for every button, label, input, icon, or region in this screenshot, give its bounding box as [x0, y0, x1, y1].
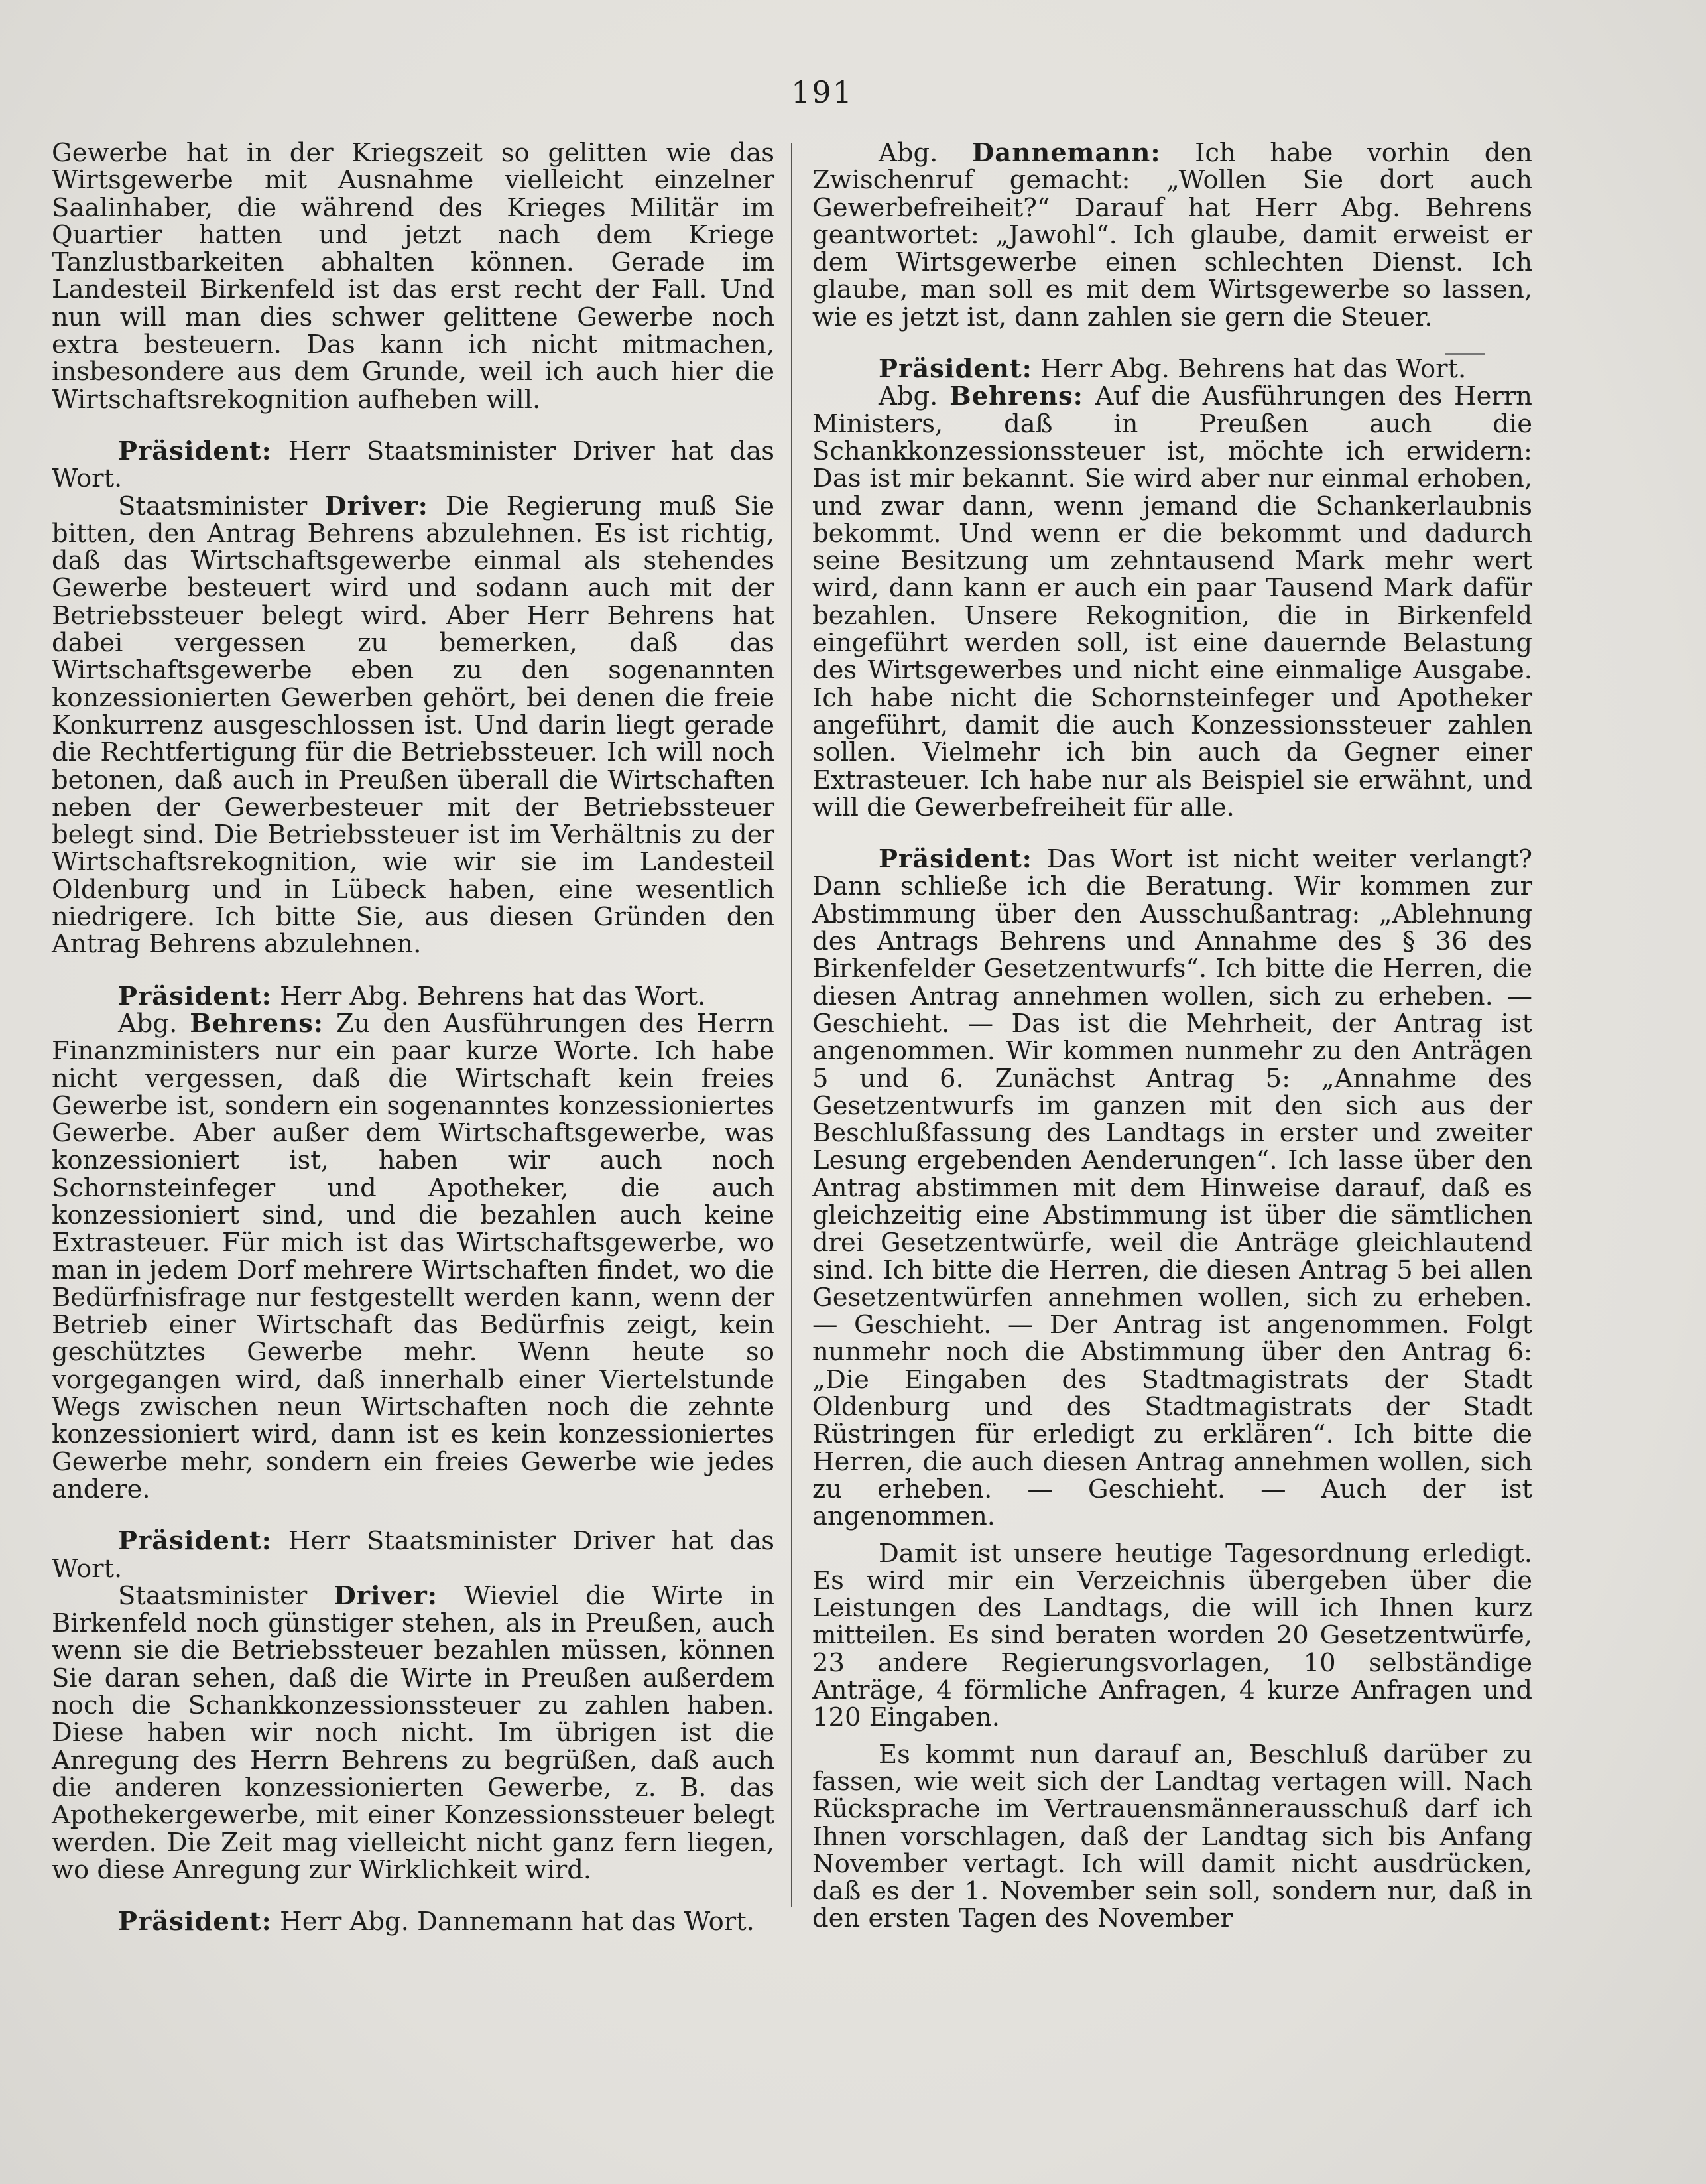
president-heading — [52, 1908, 774, 1935]
speech-paragraph — [812, 846, 1532, 1530]
page-number: 191 — [791, 74, 853, 110]
speaker-name: Präsident: — [118, 436, 272, 466]
paragraph-text: Wieviel die Wirte in Birkenfeld noch günstiger stehen, als in Preußen, auch wenn sie die Betriebssteuer bezahlen müssen, können Sie daran sehen, daß die Wirte in Preußen außerdem noch die Schankkonzessionssteuer zu zahlen haben. Diese haben wir noch nicht. Im übrigen ist die Anregung des Herrn Behrens zu begrüßen, daß auch die anderen konzessionierten Gewerbe, z. B. das Apothekergewerbe, mit einer Konzessionssteuer belegt werden. Die Zeit mag vielleicht nicht ganz fern liegen, wo diese Anregung zur Wirklichkeit wird. — [52, 1580, 774, 1885]
column-divider — [791, 143, 792, 1907]
speech-paragraph — [52, 1582, 774, 1884]
speaker-name: Präsident: — [879, 844, 1032, 875]
paragraph-text: Das Wort ist nicht weiter verlangt? Dann schließe ich die Beratung. Wir kommen zur Abstimmung über den Ausschußantrag: „Ablehnung des Antrags Behrens und Annahme des § 36 des Birkenfelder Gesetzentwurfs“. Ich bitte die Herren, die diesen Antrag annehmen wollen, sich zu erheben. — Geschieht. — Das ist die Mehrheit, der Antrag ist angenommen. Wir kommen nunmehr zu den Anträgen 5 und 6. Zunächst Antrag 5: „Annahme des Gesetzentwurfs im ganzen mit den sich aus der Beschlußfassung des Landtags in erster und zweiter Lesung ergebenden Aenderungen“. Ich lasse über den Antrag abstimmen mit dem Hinweise darauf, daß es gleichzeitig eine Abstimmung ist über die sämtlichen drei Gesetzentwürfe, weil die Anträge gleichlautend sind. Ich bitte die Herren, die diesen Antrag 5 bei allen Gesetzentwürfen annehmen wollen, sich zu erheben. — Geschieht. — Der Antrag ist angenommen. Folgt nunmehr noch die Abstimmung über den Antrag 6: „Die Eingaben des Stadtmagistrats der Stadt Oldenburg und des Stadtmagistrats der Stadt Rüstringen für erledigt zu erklären“. Ich bitte die Herren, die auch diesen Antrag annehmen wollen, sich zu erheben. — Geschieht. — Auch der ist angenommen. — [812, 844, 1532, 1532]
speaker-name: Präsident: — [118, 1526, 272, 1557]
speaker-role: Staatsminister — [118, 491, 308, 521]
paragraph-text: Herr Abg. Behrens hat das Wort. — [1040, 354, 1467, 385]
president-heading — [52, 1527, 774, 1582]
paragraph: Gewerbe hat in der Kriegszeit so gelitten wie das Wirtsgewerbe mit Ausnahme vielleicht einzelner Saalinhaber, die während des Krieges Militär im Quartier hatten und jetzt nach dem Kriege Tanzlustbarkeiten abhalten können. Gerade im Landesteil Birkenfeld ist das erst recht der Fall. Und nun will man dies schwer gelittene Gewerbe noch extra besteuern. Das kann ich nicht mitmachen, insbesondere aus dem Grunde, weil ich auch hier die Wirtschaftsrekognition aufheben will. — [52, 138, 774, 415]
speaker-name: Behrens: — [949, 381, 1083, 412]
speaker-name: Dannemann: — [971, 138, 1161, 168]
paragraph-text: Herr Staatsminister Driver hat das Wort. — [52, 436, 774, 494]
president-heading — [52, 983, 774, 1010]
speaker-name: Präsident: — [879, 354, 1032, 385]
paragraph: Es kommt nun darauf an, Beschluß darüber zu fassen, wie weit sich der Landtag vertagen will. Nach Rücksprache im Vertrauensmännerausschuß darf ich Ihnen vorschlagen, daß der Landtag sich bis Anfang November vertagt. Ich will damit nicht ausdrücken, daß es der 1. November sein soll, sondern nur, daß in den ersten Tagen des November — [812, 1739, 1532, 1934]
speaker-name: Präsident: — [118, 981, 272, 1011]
speech-paragraph — [52, 493, 774, 958]
paragraph-text: Herr Staatsminister Driver hat das Wort. — [52, 1526, 774, 1584]
left-column — [52, 139, 774, 1935]
paragraph-text: Herr Abg. Dannemann hat das Wort. — [280, 1907, 755, 1937]
president-heading — [52, 438, 774, 493]
speaker-role: Abg. — [879, 381, 938, 412]
speaker-name: Präsident: — [118, 1907, 272, 1937]
speech-paragraph — [812, 383, 1532, 821]
paragraph-text: Auf die Ausführungen des Herrn Ministers, daß in Preußen auch die Schankkonzessionssteuer ist, möchte ich erwidern: Das ist mir bekannt. Sie wird aber nur einmal erhoben, und zwar dann, wenn jemand die Schankerlaubnis bekommt. Und wenn er die bekommt und dadurch seine Besitzung um zehntausend Mark mehr wert wird, dann kann er auch ein paar Tausend Mark dafür bezahlen. Unsere Rekognition, die in Birkenfeld eingeführt werden soll, ist eine dauernde Belastung des Wirtsgewerbes und nicht eine einmalige Ausgabe. Ich habe nicht die Schornsteinfeger und Apotheker angeführt, damit die auch Konzessionssteuer zahlen sollen. Vielmehr ich bin auch da Gegner einer Extrasteuer. Ich habe nur als Beispiel sie erwähnt, und will die Gewerbefreiheit für alle. — [812, 381, 1532, 822]
paragraph-text: Herr Abg. Behrens hat das Wort. — [280, 981, 706, 1011]
paragraph-text: Die Regierung muß Sie bitten, den Antrag Behrens abzulehnen. Es ist richtig, daß das Wirtschaftsgewerbe einmal als stehendes Gewerbe besteuert wird und sodann auch mit der Betriebssteuer belegt wird. Aber Herr Behrens hat dabei vergessen zu bemerken, daß das Wirtschaftsgewerbe eben zu den sogenannten konzessionierten Gewerben gehört, bei denen die freie Konkurrenz ausgeschlossen ist. Und darin liegt gerade die Rechtfertigung für die Betriebssteuer. Ich will noch betonen, daß auch in Preußen überall die Wirtschaften neben der Gewerbesteuer mit der Betriebssteuer belegt sind. Die Betriebssteuer ist im Verhältnis zu der Wirtschaftsrekognition, wie wir sie im Landesteil Oldenburg und in Lübeck haben, eine wesentlich niedrigere. Ich bitte Sie, aus diesen Gründen den Antrag Behrens abzulehnen. — [52, 491, 774, 960]
speaker-name: Driver: — [334, 1580, 438, 1611]
speech-paragraph — [52, 1010, 774, 1503]
speech-paragraph — [812, 139, 1532, 331]
speaker-name: Driver: — [324, 491, 428, 521]
right-column — [812, 139, 1532, 1933]
speaker-role: Abg. — [879, 138, 938, 168]
speaker-name: Behrens: — [190, 1008, 324, 1039]
paragraph-text: Zu den Ausführungen des Herrn Finanzministers nur ein paar kurze Worte. Ich habe nicht vergessen, daß die Wirtschaft kein freies Gewerbe ist, sondern ein sogenanntes konzessioniertes Gewerbe. Aber außer dem Wirtschaftsgewerbe, was konzessioniert ist, haben wir auch noch Schornsteinfeger und Apotheker, die auch konzessioniert sind, und die bezahlen auch keine Extrasteuer. Für mich ist das Wirtschaftsgewerbe, wo man in jedem Dorf mehrere Wirtschaften findet, wo die Bedürfnisfrage nur festgestellt werden kann, wenn der Betrieb einer Wirtschaft das Bedürfnis zeigt, kein geschütztes Gewerbe mehr. Wenn heute so vorgegangen wird, daß innerhalb einer Viertelstunde Wegs zwischen neun Wirtschaften noch die zehnte konzessioniert wird, dann ist es kein konzessioniertes Gewerbe mehr, sondern ein freies Gewerbe wie jedes andere. — [52, 1008, 774, 1504]
president-heading — [812, 355, 1532, 383]
speaker-role: Abg. — [118, 1008, 178, 1039]
speaker-role: Staatsminister — [118, 1580, 308, 1611]
paragraph-text: Ich habe vorhin den Zwischenruf gemacht: „Wollen Sie dort auch Gewerbefreiheit?“ Darauf hat Herr Abg. Behrens geantwortet: „Jawohl“. Ich glaube, damit erweist er dem Wirtsgewerbe einen schlechten Dienst. Ich glaube, man soll es mit dem Wirtsgewerbe so lassen, wie es jetzt ist, dann zahlen sie gern die Steuer. — [812, 138, 1532, 332]
paragraph: Damit ist unsere heutige Tagesordnung erledigt. Es wird mir ein Verzeichnis übergeben über die Leistungen des Landtags, die will ich Ihnen kurz mitteilen. Es sind beraten worden 20 Gesetzentwürfe, 23 andere Regierungsvorlagen, 10 selbständige Anträge, 4 förmliche Anfragen, 4 kurze Anfragen und 120 Eingaben. — [812, 1538, 1532, 1733]
